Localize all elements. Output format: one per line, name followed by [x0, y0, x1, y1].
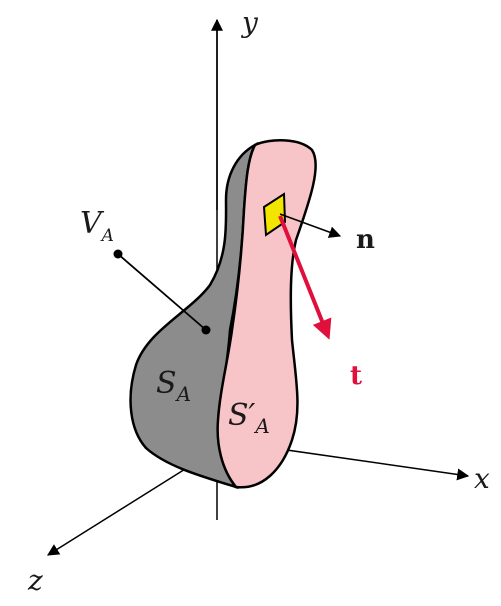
- volume-label-main: V: [80, 206, 102, 241]
- x-axis-label: x: [474, 462, 490, 495]
- cut-surface-label-subscript: A: [255, 414, 270, 438]
- z-axis-label: z: [28, 564, 43, 597]
- volume-label-subscript: A: [101, 226, 114, 246]
- z-axis: [48, 466, 190, 555]
- traction-vector-label: t: [350, 361, 363, 391]
- volume-leader-end-dot: [202, 326, 211, 335]
- surface-label-subscript: A: [176, 382, 192, 406]
- surface-label-main: S: [156, 366, 177, 401]
- normal-vector-label: n: [356, 225, 375, 255]
- y-axis-label: y: [242, 6, 258, 39]
- volume-label: [80, 206, 114, 246]
- cut-surface-label-main: S′: [228, 398, 256, 433]
- volume-leader-line: [118, 254, 206, 330]
- volume-leader-start-dot: [114, 250, 123, 259]
